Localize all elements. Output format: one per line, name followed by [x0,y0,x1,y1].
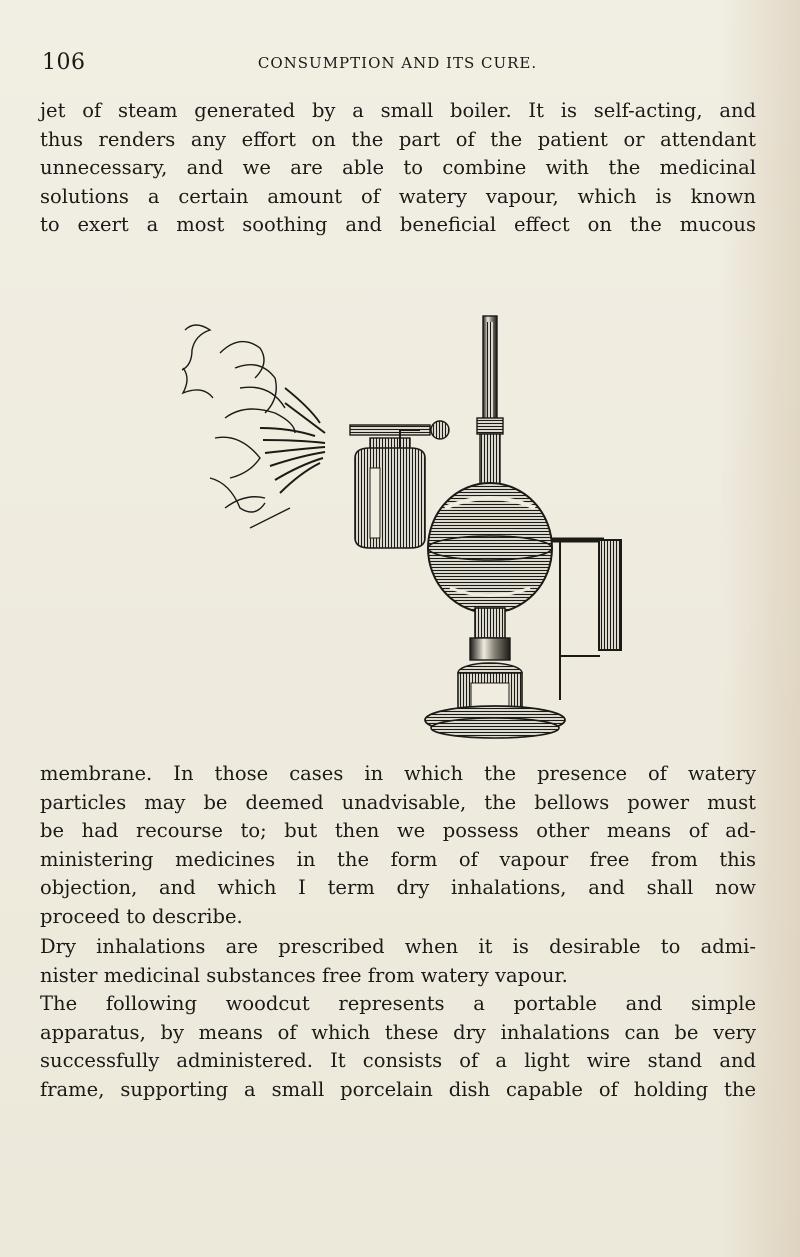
text-line: The following woodcut represents a portable and simple [40,992,756,1015]
paragraph-woodcut-description [40,990,756,1104]
boiler [428,483,552,638]
nozzle-joint [431,421,449,439]
page-header [40,50,755,80]
text-line: to exert a most soothing and beneficial effect on the mucous [40,213,756,237]
running-title: CONSUMPTION AND ITS CURE. [257,54,538,72]
text-line: be had recourse to; but then we possess other means of ad- [40,819,756,843]
text-line: objection, and which I term dry inhalations, and shall now [40,876,756,900]
paragraph-dry-inhalations [40,933,756,990]
paragraph-steam-inhaler [40,97,756,240]
text-line: apparatus, by means of which these dry inhalations can be very [40,1020,756,1044]
steam-inhaler-woodcut [165,308,635,748]
safety-tube [477,316,503,484]
text-line: jet of steam generated by a small boiler. It is self-acting, and [40,99,756,122]
text-line: nister medicinal substances free from watery vapour. [40,963,568,987]
text-line: solutions a certain amount of watery vapour, which is known [40,184,756,208]
text-line: thus renders any effort on the part of the patient or attendant [40,127,756,151]
page-number: 106 [42,50,86,75]
text-line: frame, supporting a small porcelain dish capable of holding the [40,1077,756,1101]
vapour-plume [182,325,325,528]
text-line: unnecessary, and we are able to combine with the medicinal [40,156,756,180]
text-line: membrane. In those cases in which the presence of watery [40,762,756,785]
text-line: ministering medicines in the form of vapour free from this [40,847,756,871]
text-line: successfully administered. It consists of a light wire stand and [40,1049,756,1073]
handle-frame [552,540,621,700]
text-line: proceed to describe. [40,904,243,928]
text-line: Dry inhalations are prescribed when it is desirable to admi- [40,935,756,958]
paragraph-bellows [40,760,756,932]
base-plate [425,706,565,738]
text-line: particles may be deemed unadvisable, the bellows power must [40,790,756,814]
medicine-bottle [355,430,425,548]
